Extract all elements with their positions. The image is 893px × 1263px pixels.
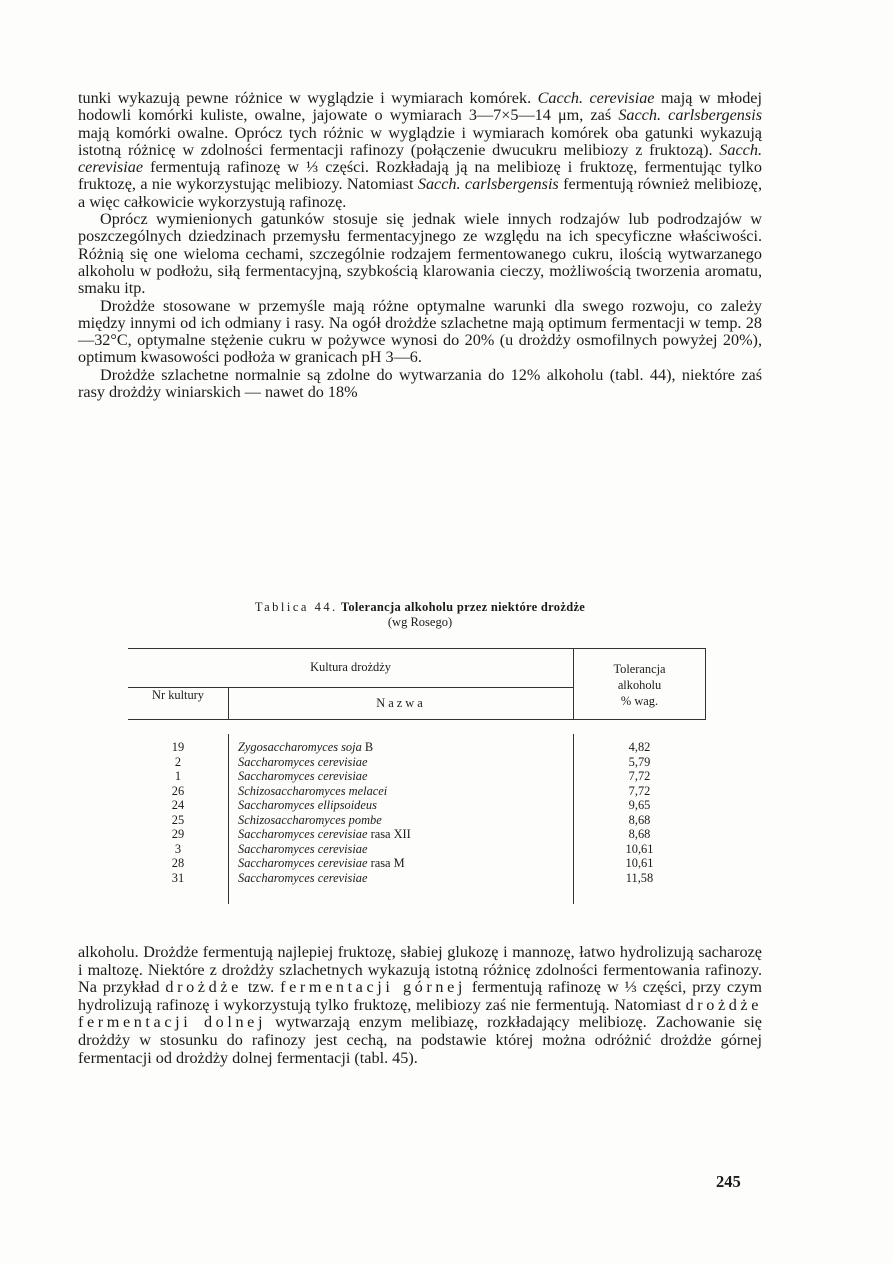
header-nr: Nr kultury [152,688,204,702]
text-run: tzw. [241,978,281,997]
species-name: Sacch. cerevisiae [78,140,762,177]
paragraph-3: Drożdże stosowane w przemyśle mają różne optymalne warunki dla swego rozwoju, co zależy między innymi od ich odmiany i rasy. Na ogół drożdże szlachetne mają optimum fermentacji w temp. 28—32°C, optymalne stężenie cukru w pożywce wynosi do 20% (u drożdży osmofilnych powyżej 20%), optimum kwasowości podłoża w granicach pH 3—6. [78,296,762,367]
row-nr: 24 [171,798,185,812]
row-tolerance: 7,72 [628,769,651,783]
row-nr: 19 [171,740,185,754]
table-row [128,842,706,857]
row-name: Saccharomyces cerevisiae [238,856,368,870]
row-tolerance: 10,61 [625,856,654,870]
text-run: fermentują rafinozę w ⅓ części, przy czym hydrolizują rafinozę i wykorzystują tylko fruktozę, melibiozy zaś nie fermentują. Natomiast [78,978,762,1014]
row-nr: 28 [171,856,185,870]
row-name: Saccharomyces cerevisiae [238,754,368,769]
text-run: fermentują rafinozę w ⅓ części. Rozkładają ją na melibiozę i fruktozę, fermentując tylko fruktozę, a nie wykorzystując melibiozy. Natomiast [78,158,762,194]
table-row [128,798,706,813]
row-name: Schizosaccharomyces melacei [238,783,388,798]
body-text-bottom [78,944,762,1067]
row-nr: 31 [171,870,185,885]
species-name: Sacch. carlsbergensis [417,175,559,194]
header-tol-2: alkoholu [617,678,662,692]
row-name: Saccharomyces cerevisiae [238,841,368,856]
table-row [128,769,706,784]
row-nr: 1 [174,769,182,783]
text-run: wytwarzają enzym melibiazę, rozkładający melibiozę. Zachowanie się drożdży w stosunku do rafinozy jest cechą, na podstawie której można odróżnić drożdże górnej fermentacji od drożdży dolnej fermentacji (tabl. 45). [78,1013,762,1067]
row-name-suffix: B [361,740,374,754]
table-row [128,827,706,842]
table-rule-header [128,719,706,720]
row-nr: 29 [171,827,185,841]
paragraph-4: Drożdże szlachetne normalnie są zdolne do wytwarzania do 12% alkoholu (tabl. 44), niektóre zaś rasy drożdży winiarskich — nawet do 18% [78,365,762,402]
row-tolerance: 10,61 [625,841,654,856]
row-tolerance: 5,79 [628,754,651,769]
table-row [128,740,706,755]
row-nr: 3 [174,841,182,856]
header-group: Kultura drożdży [310,660,391,674]
row-name: Saccharomyces cerevisiae [238,827,368,841]
spaced-term: drożdże fermentacji dolnej [78,995,762,1032]
table-row [128,755,706,770]
table-source: (wg Rosego) [387,615,453,629]
text-run: alkoholu. Drożdże fermentują najlepiej fruktozę, słabiej glukozę i mannozę, łatwo hydrolizują sacharozę i maltozę. Niektóre z drożdży szlachetnych wykazują istotną różnicę zdolności fermentowania rafinozy. Na przykład [78,943,762,997]
page-number: 245 [716,1172,741,1191]
row-name-suffix: rasa XII [367,827,411,841]
row-tolerance: 4,82 [628,740,651,754]
spaced-term: drożdże [165,978,242,997]
table-row [128,784,706,799]
paragraph-1 [78,90,762,211]
table-row [128,856,706,871]
table-caption [78,600,762,630]
row-nr: 26 [171,783,185,798]
table-title: Tolerancja alkoholu przez niektóre drożdże [340,600,586,614]
table-row [128,871,706,886]
row-name: Schizosaccharomyces pombe [238,812,382,827]
header-tol-3: % wag. [620,694,659,708]
row-tolerance: 8,68 [628,827,651,841]
row-tolerance: 9,65 [628,798,651,812]
text-run: tunki wykazują pewne różnice w wyglądzie i wymiarach komórek. [78,89,532,107]
row-name: Saccharomyces cerevisiae [238,870,368,885]
table-row [128,813,706,828]
row-name: Zygosaccharomyces soja [238,740,362,754]
table-rule-top [128,648,706,649]
table-rule-right [705,648,706,720]
table-label: Tablica 44. [254,600,338,614]
text-run: fermentują również melibiozę, a więc całkowicie wykorzystują rafinozę. [78,175,762,211]
row-nr: 2 [174,754,182,769]
row-name-suffix: rasa M [367,856,405,870]
header-name: Nazwa [376,696,426,710]
paragraph-2: Oprócz wymienionych gatunków stosuje się jednak wiele innych rodzajów lub podrodzajów w poszczególnych dziedzinach przemysłu fermentacyjnego ze względu na ich specyficzne właściwości. Różnią się one wieloma cechami, szczególnie rodzajem fermentowanego cukru, ilością wytwarzanego alkoholu w podłożu, siłą fermentacyjną, szybkością klarowania cieczy, możliwością tworzenia aromatu, smaku itp. [78,210,762,298]
text-run: mają komórki owalne. Oprócz tych różnic w wyglądzie i wymiarach komórek oba gatunki wykazują istotną różnicę w zdolności fermentacji rafinozy (połączenie dwucukru melibiozy z fruktozą). [78,123,762,159]
row-name: Saccharomyces cerevisiae [238,769,368,783]
species-name: Sacch. carlsbergensis [618,106,762,125]
paragraph-5 [78,944,762,1067]
row-tolerance: 8,68 [628,812,651,827]
spaced-term: fermentacji górnej [280,978,466,997]
text-run: mają w młodej hodowli komórki kuliste, owalne, jajowate o wymiarach 3—7×5—14 μm, zaś [78,89,762,125]
row-name: Saccharomyces ellipsoideus [238,798,377,812]
body-text-top [78,90,762,401]
species-name: Cacch. cerevisiae [537,89,655,107]
row-tolerance: 11,58 [625,870,654,885]
row-nr: 25 [171,812,185,827]
header-tol-1: Tolerancja [613,662,666,676]
row-tolerance: 7,72 [628,783,651,798]
